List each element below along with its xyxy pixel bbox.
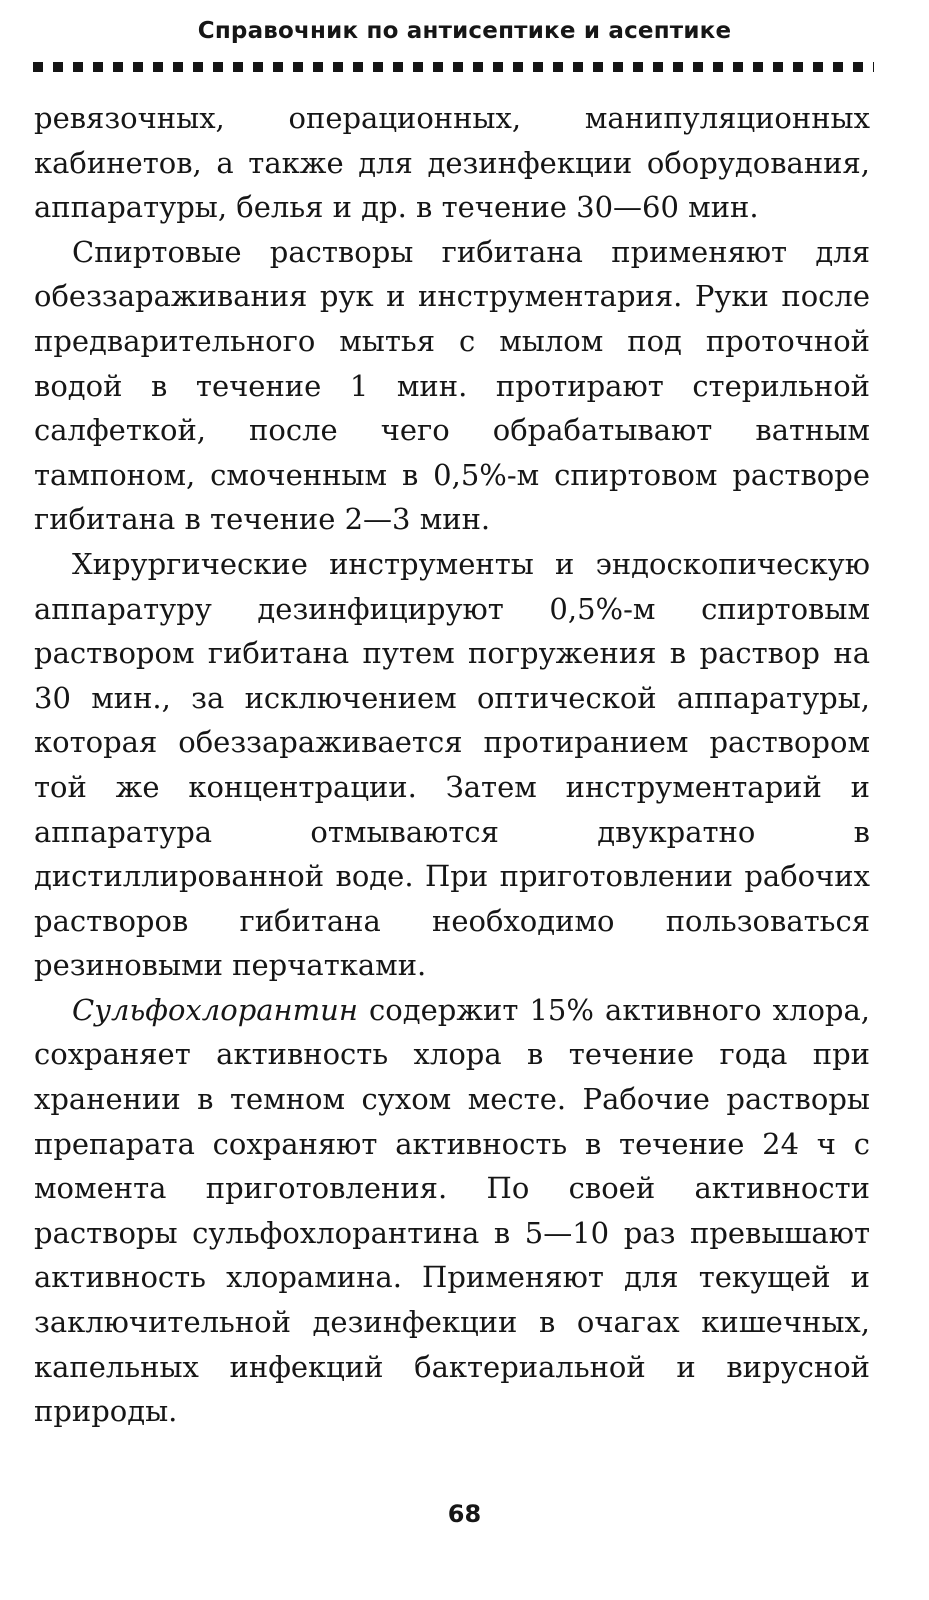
body-text bbox=[34, 96, 870, 1434]
paragraph-text: Хирургические инструменты и эндоскопическую аппаратуру дезинфицируют 0,5%-м спиртовым раствором гибитана путем погружения в раствор на 30 мин., за исключением оптической аппаратуры, которая обеззараживается протиранием раствором той же концентрации. Затем инструментарий и аппаратура отмываются двукратно в дистиллированной воде. При приготовлении рабочих растворов гибитана необходимо пользоваться резиновыми перчатками. bbox=[34, 546, 870, 983]
paragraph-instruments bbox=[34, 542, 870, 988]
paragraph-sulfochlorantin bbox=[34, 988, 870, 1434]
paragraph-continuation bbox=[34, 96, 870, 230]
paragraph-alcohol-solutions bbox=[34, 230, 870, 542]
paragraph-text: ревязочных, операционных, манипуляционных кабинетов, а также для дезинфекции оборудования, аппаратуры, белья и др. в течение 30—60 мин. bbox=[34, 101, 870, 225]
paragraph-text: Спиртовые растворы гибитана применяют для обеззараживания рук и инструментария. Руки после предварительного мытья с мылом под проточной водой в течение 1 мин. протирают стерильной салфеткой, после чего обрабатывают ватным тампоном, смоченным в 0,5%-м спиртовом растворе гибитана в течение 2—3 мин. bbox=[34, 234, 870, 537]
page-number: 68 bbox=[447, 1500, 482, 1528]
paragraph-text: содержит 15% активного хлора, сохраняет активность хлора в течение года при хранении в темном сухом месте. Рабочие растворы препарата сохраняют активность в течение 24 ч с момента приготовления. По своей активности растворы сульфохлорантина в 5—10 раз превышают активность хлорамина. Применяют для текущей и заключительной дезинфекции в очагах кишечных, капельных инфекций бактериальной и вирусной природы. bbox=[34, 992, 870, 1429]
term-sulfochlorantin: Сульфохлорантин bbox=[72, 992, 358, 1027]
running-head: Справочник по антисептике и асептике bbox=[197, 18, 732, 44]
header-divider bbox=[33, 62, 874, 72]
